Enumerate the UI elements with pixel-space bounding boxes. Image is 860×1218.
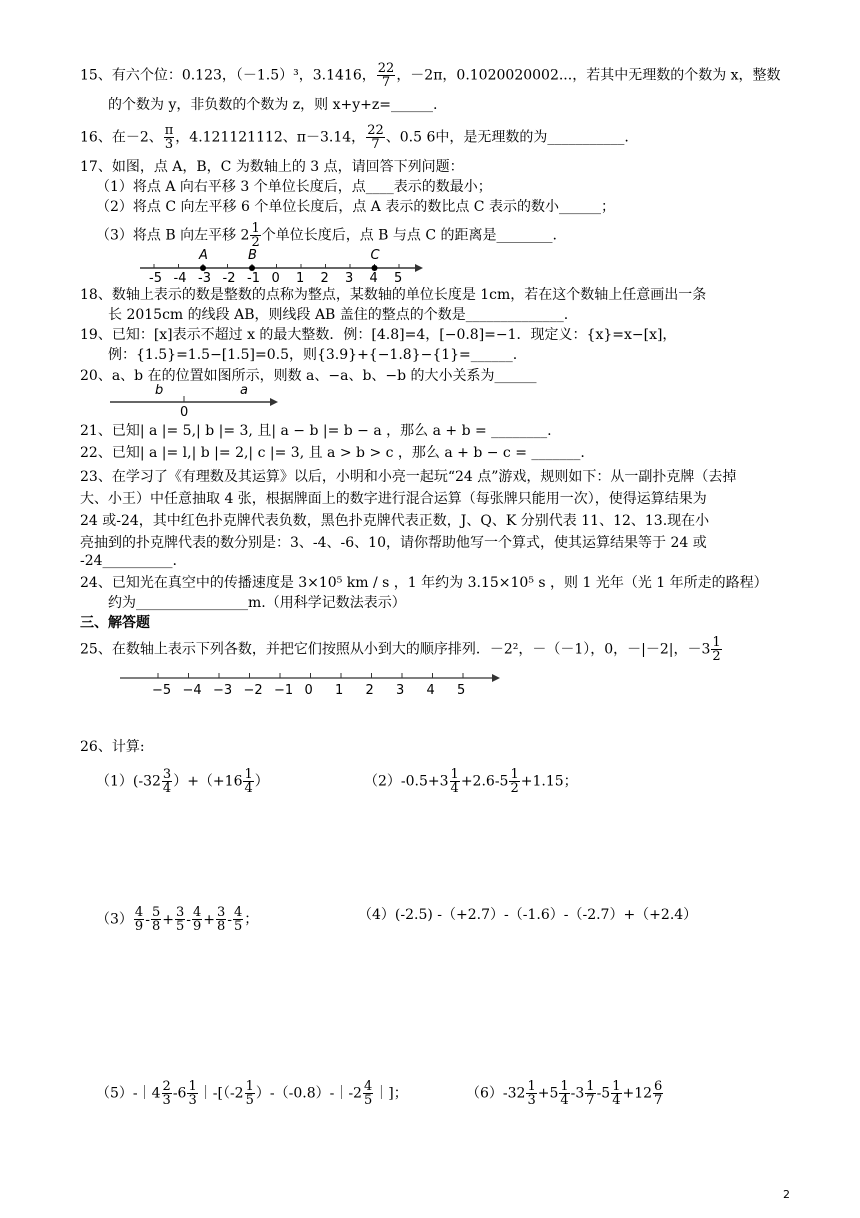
fraction: [366, 124, 385, 151]
fraction: [526, 1080, 536, 1107]
numerator: 6: [654, 1079, 663, 1094]
numerator: 4: [363, 1079, 373, 1094]
fraction: [175, 906, 185, 933]
question-25: [80, 636, 723, 663]
numerator: 1: [560, 1079, 569, 1094]
question-26-title: 26、计算:: [80, 739, 145, 755]
question-17-part3: [96, 222, 557, 249]
point-a-label: A: [199, 248, 208, 263]
tick-label: 2: [320, 271, 329, 286]
denominator: 7: [586, 1093, 595, 1108]
q20-number-line: [110, 382, 280, 418]
q17-part3-text-b: 个单位长度后，点 B 与点 C 的距离是________.: [261, 227, 557, 244]
q26-part5: [96, 1080, 408, 1107]
numerator: 1: [244, 767, 253, 782]
text: （2）-0.5+3: [364, 773, 449, 790]
fraction: [363, 1080, 373, 1107]
tick-label: 3: [396, 683, 405, 698]
b-label: b: [155, 383, 164, 398]
denominator: 3: [188, 1093, 197, 1108]
numerator: 4: [192, 905, 202, 920]
q16-text-c: 、0.5 6中，是无理数的为___________.: [385, 129, 629, 146]
numerator: 1: [450, 767, 459, 782]
fraction: [192, 906, 202, 933]
operator: -: [227, 911, 232, 928]
axis-arrow: [270, 398, 278, 406]
q15-text-a: 15、有六个位：0.123，（－1.5）³，3.1416，: [80, 67, 376, 84]
tick-label: 5: [457, 683, 466, 698]
fraction: [509, 768, 519, 795]
text: （1）(-32: [96, 773, 161, 790]
denominator: 5: [175, 919, 185, 934]
fraction: [585, 1080, 595, 1107]
fraction: [245, 1080, 255, 1107]
denominator: 9: [192, 919, 202, 934]
numerator: 22: [367, 123, 384, 138]
fraction: [559, 1080, 569, 1107]
text: ）: [254, 773, 269, 790]
tick-label: 4: [369, 271, 378, 286]
tick-label: 2: [365, 683, 374, 698]
numerator: 4: [234, 905, 243, 920]
text: ；: [244, 911, 259, 928]
tick-label: -5: [149, 271, 162, 286]
fraction: [151, 906, 161, 933]
denominator: 9: [134, 919, 144, 934]
question-17-part1: （1）将点 A 向右平移 3 个单位长度后，点____表示的数最小；: [96, 179, 492, 195]
q26-part1: [96, 768, 269, 795]
fraction: [450, 768, 460, 795]
q15-text-b: ，－2π，0.1020020002...，若其中无理数的个数为 x，整数: [396, 67, 781, 84]
tick-label: 0: [271, 271, 280, 286]
q25-text: 25、在数轴上表示下列各数，并把它们按照从小到大的顺序排列．－2²，－（－1），0，－|－2|，－3: [80, 641, 711, 658]
question-23-line2: 大、小王）中任意抽取 4 张，根据牌面上的数字进行混合运算（每张牌只能用一次），使得运算结果为: [80, 491, 707, 507]
denominator: 2: [251, 235, 260, 250]
numerator: 1: [527, 1079, 536, 1094]
zero-label: 0: [180, 405, 189, 420]
question-18-line1: 18、数轴上表示的数是整数的点称为整点，某数轴的单位长度是 1cm，若在这个数轴上任意画出一条: [80, 287, 707, 303]
q16-text-a: 16、在－2、: [80, 129, 163, 146]
fraction: [162, 768, 172, 795]
denominator: 7: [381, 75, 391, 90]
denominator: 8: [151, 919, 161, 934]
text: +5: [537, 1085, 559, 1102]
numerator: 3: [216, 905, 226, 920]
operator: -: [186, 911, 191, 928]
section-heading: 三、解答题: [80, 615, 150, 631]
text: -3: [570, 1085, 585, 1102]
tick-label: −3: [213, 683, 233, 698]
denominator: 4: [450, 781, 459, 796]
point-b-dot: [249, 265, 255, 271]
numerator: 22: [377, 61, 395, 76]
tick-label: 1: [335, 683, 344, 698]
question-18-line2: 长 2015cm 的线段 AB，则线段 AB 盖住的整点的个数是______________.: [108, 307, 569, 323]
fraction: [653, 1080, 663, 1107]
denominator: 4: [162, 781, 172, 796]
text: +2.6-5: [460, 773, 509, 790]
text: ｜]；: [374, 1085, 408, 1102]
text: ｜-[（-2: [198, 1085, 244, 1102]
numerator: π: [164, 123, 174, 138]
axis-arrow: [492, 674, 500, 682]
fraction: [134, 906, 144, 933]
tick-label: 0: [304, 683, 313, 698]
tick-label: -1: [247, 271, 260, 286]
numerator: 1: [510, 767, 519, 782]
tick-label: −1: [274, 683, 294, 698]
question-19-line1: 19、已知：[x]表示不超过 x 的最大整数．例：[4.8]=4，[−0.8]=−1．现定义：{x}=x−[x]，: [80, 327, 677, 343]
text: ）-（-0.8）-｜-2: [255, 1085, 362, 1102]
fraction: [377, 62, 396, 89]
denominator: 5: [363, 1093, 373, 1108]
text: -6: [172, 1085, 187, 1102]
tick-label: −5: [152, 683, 172, 698]
question-21: 21、已知| a |= 5,| b |= 3, 且| a − b |= b − a ，那么 a + b = ________.: [80, 423, 552, 439]
tick-label: -3: [198, 271, 211, 286]
q26-part2: [364, 768, 578, 795]
tick-label: 3: [345, 271, 354, 286]
question-22: 22、已知| a |= l,| b |= 2,| c |= 3, 且 a > b > c ，那么 a + b − c = _______.: [80, 445, 585, 461]
question-24-line2: 约为________________m.（用科学记数法表示）: [108, 595, 406, 611]
q26-part3: [96, 906, 258, 933]
point-b-label: B: [248, 248, 257, 263]
tick-label: −2: [243, 683, 263, 698]
tick-label: -2: [222, 271, 236, 286]
numerator: 3: [162, 767, 172, 782]
numerator: 1: [188, 1079, 197, 1094]
text: +12: [622, 1085, 653, 1102]
denominator: 3: [164, 137, 174, 152]
question-15-line1: [80, 62, 781, 89]
numerator: 3: [175, 905, 185, 920]
point-c-label: C: [370, 248, 380, 263]
question-16: [80, 124, 629, 151]
denominator: 5: [245, 1093, 254, 1108]
numerator: 1: [612, 1079, 621, 1094]
fraction: [187, 1080, 197, 1107]
q17-number-line: [130, 248, 430, 284]
numerator: 1: [586, 1079, 595, 1094]
question-17-part2: （2）将点 C 向左平移 6 个单位长度后，点 A 表示的数比点 C 表示的数小______；: [96, 199, 615, 215]
numerator: 4: [134, 905, 144, 920]
denominator: 4: [612, 1093, 621, 1108]
denominator: 4: [244, 781, 253, 796]
q26-part6: [466, 1080, 664, 1107]
fraction: [243, 768, 253, 795]
numerator: 2: [162, 1079, 171, 1094]
q17-part3-text-a: （3）将点 B 向左平移 2: [96, 227, 250, 244]
question-23-line5: -24__________.: [80, 553, 177, 569]
fraction: [711, 636, 721, 663]
tick-label: 5: [394, 271, 403, 286]
denominator: 8: [216, 919, 226, 934]
question-23-line3: 24 或-24，其中红色扑克牌代表负数，黑色扑克牌代表正数，J、Q、K 分别代表 11、12、13.现在小: [80, 513, 710, 529]
numerator: 1: [245, 1079, 254, 1094]
text: +1.15；: [520, 773, 578, 790]
text: -5: [596, 1085, 611, 1102]
question-23-line1: 23、在学习了《有理数及其运算》以后，小明和小亮一起玩“24 点”游戏，规则如下：从一副扑克牌（去掉: [80, 469, 737, 485]
question-24-line1: 24、已知光在真空中的传播速度是 3×10⁵ km / s ，1 年约为 3.15×10⁵ s ，则 1 光年（光 1 年所走的路程）: [80, 575, 768, 591]
fraction: [233, 906, 243, 933]
fraction: [162, 1080, 172, 1107]
text: （5）-｜4: [96, 1085, 161, 1102]
text: （3）: [96, 911, 133, 928]
point-c-dot: [372, 265, 378, 271]
denominator: 5: [234, 919, 243, 934]
operator: +: [162, 911, 174, 928]
fraction: [164, 124, 175, 151]
fraction: [216, 906, 226, 933]
operator: +: [203, 911, 215, 928]
point-a-dot: [200, 265, 206, 271]
axis-arrow: [415, 264, 423, 272]
q16-text-b: ，4.121121112、π－3.14，: [175, 129, 366, 146]
denominator: 2: [510, 781, 519, 796]
question-20: 20、a、b 在的位置如图所示，则数 a、−a、b、−b 的大小关系为______: [80, 368, 537, 384]
denominator: 7: [371, 137, 380, 152]
question-19-line2: 例：{1.5}=1.5−[1.5]=0.5，则{3.9}+{−1.8}−{1}=______.: [108, 347, 518, 363]
text: ）+（+16: [173, 773, 243, 790]
denominator: 3: [162, 1093, 171, 1108]
tick-label: -4: [173, 271, 187, 286]
denominator: 4: [560, 1093, 569, 1108]
fraction: [250, 222, 260, 249]
denominator: 2: [712, 649, 721, 664]
numerator: 1: [712, 635, 721, 650]
tick-label: −4: [182, 683, 202, 698]
tick-label: 1: [296, 271, 305, 286]
a-label: a: [240, 383, 248, 398]
q25-number-line: [120, 666, 505, 706]
numerator: 5: [151, 905, 161, 920]
question-15-line2: 的个数为 y，非负数的个数为 z，则 x+y+z=______.: [108, 97, 438, 113]
numerator: 1: [251, 221, 260, 236]
question-17-line1: 17、如图，点 A，B，C 为数轴上的 3 点，请回答下列问题：: [80, 159, 464, 175]
page-number: 2: [783, 1188, 790, 1201]
q26-part3-expression: [133, 905, 244, 934]
operator: -: [145, 911, 150, 928]
fraction: [611, 1080, 621, 1107]
denominator: 3: [527, 1093, 536, 1108]
text: （6）-32: [466, 1085, 526, 1102]
tick-label: 4: [426, 683, 435, 698]
q26-part4: （4）(-2.5) -（+2.7）-（-1.6）-（-2.7）+（+2.4）: [358, 907, 698, 923]
question-23-line4: 亮抽到的扑克牌代表的数分别是：3、-4、-6、10，请你帮助他写一个算式，使其运算结果等于 24 或: [80, 535, 707, 551]
denominator: 7: [654, 1093, 663, 1108]
